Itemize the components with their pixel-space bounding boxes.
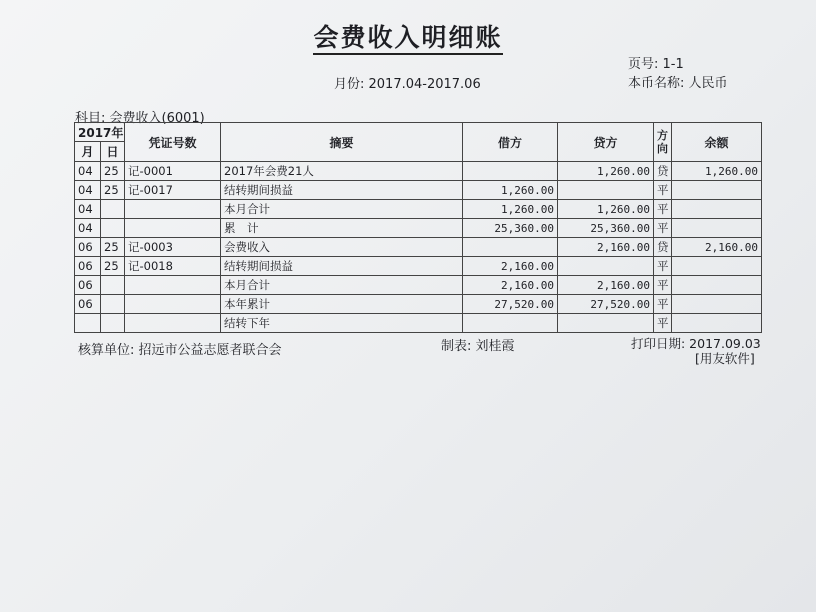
month-cell: 06 [75,238,101,257]
month-header: 月 [75,142,101,162]
debit-cell: 2,160.00 [463,276,558,295]
debit-cell [463,238,558,257]
credit-cell: 1,260.00 [558,200,654,219]
day-cell [101,276,125,295]
month-cell: 04 [75,162,101,181]
prepared-by: 制表: 刘桂霞 [441,339,515,354]
summary-cell: 本年累计 [221,295,463,314]
debit-cell: 25,360.00 [463,219,558,238]
summary-cell: 本月合计 [221,276,463,295]
credit-cell [558,181,654,200]
debit-cell [463,314,558,333]
month-cell [75,314,101,333]
table-row [75,295,762,314]
table-row [75,314,762,333]
voucher-header: 凭证号数 [125,123,221,162]
balance-cell [672,276,762,295]
voucher-cell: 记-0018 [125,257,221,276]
day-cell [101,219,125,238]
direction-cell: 平 [654,314,672,333]
direction-cell: 贷 [654,238,672,257]
summary-cell: 本月合计 [221,200,463,219]
account-subject: 科目: 会费收入(6001) [75,111,205,126]
voucher-cell [125,314,221,333]
table-row [75,238,762,257]
summary-header: 摘要 [221,123,463,162]
summary-cell: 结转期间损益 [221,257,463,276]
balance-cell [672,314,762,333]
day-cell [101,314,125,333]
table-row [75,181,762,200]
voucher-cell [125,276,221,295]
balance-cell [672,219,762,238]
direction-cell: 平 [654,219,672,238]
debit-cell: 2,160.00 [463,257,558,276]
direction-cell: 平 [654,276,672,295]
credit-cell: 2,160.00 [558,276,654,295]
debit-header: 借方 [463,123,558,162]
month-cell: 06 [75,257,101,276]
balance-cell [672,257,762,276]
day-cell: 25 [101,257,125,276]
balance-cell [672,295,762,314]
balance-cell: 2,160.00 [672,238,762,257]
day-cell: 25 [101,162,125,181]
accounting-unit: 核算单位: 招远市公益志愿者联合会 [78,343,282,358]
balance-cell [672,181,762,200]
table-row [75,276,762,295]
currency-label: 本币名称: 人民币 [628,76,728,91]
direction-header: 方向 [654,123,672,162]
credit-header: 贷方 [558,123,654,162]
software-label: [用友软件] [695,351,755,366]
debit-cell: 27,520.00 [463,295,558,314]
direction-cell: 平 [654,295,672,314]
table-row [75,219,762,238]
direction-cell: 平 [654,181,672,200]
debit-cell [463,162,558,181]
table-row [75,162,762,181]
direction-cell: 平 [654,200,672,219]
credit-cell: 27,520.00 [558,295,654,314]
month-cell: 04 [75,181,101,200]
page-title [0,18,816,54]
credit-cell [558,314,654,333]
month-cell: 04 [75,200,101,219]
month-cell: 04 [75,219,101,238]
day-cell: 25 [101,181,125,200]
voucher-cell [125,219,221,238]
voucher-cell: 记-0003 [125,238,221,257]
credit-cell [558,257,654,276]
day-cell: 25 [101,238,125,257]
voucher-cell [125,200,221,219]
summary-cell: 结转下年 [221,314,463,333]
ledger-table [74,122,762,333]
voucher-cell: 记-0001 [125,162,221,181]
day-header: 日 [101,142,125,162]
summary-cell: 2017年会费21人 [221,162,463,181]
voucher-cell: 记-0017 [125,181,221,200]
debit-cell: 1,260.00 [463,181,558,200]
credit-cell: 2,160.00 [558,238,654,257]
ledger-body [75,162,762,333]
print-date: 打印日期: 2017.09.03 [631,336,761,351]
debit-cell: 1,260.00 [463,200,558,219]
month-cell: 06 [75,295,101,314]
day-cell [101,295,125,314]
table-row [75,257,762,276]
period-label: 月份: 2017.04-2017.06 [334,77,481,92]
balance-cell: 1,260.00 [672,162,762,181]
voucher-cell [125,295,221,314]
title-text: 会费收入明细账 [313,23,502,55]
table-row [75,200,762,219]
credit-cell: 1,260.00 [558,162,654,181]
direction-cell: 平 [654,257,672,276]
summary-cell: 会费收入 [221,238,463,257]
day-cell [101,200,125,219]
page-number: 页号: 1-1 [628,57,684,72]
summary-cell: 结转期间损益 [221,181,463,200]
direction-cell: 贷 [654,162,672,181]
balance-cell [672,200,762,219]
balance-header: 余额 [672,123,762,162]
month-cell: 06 [75,276,101,295]
year-header: 2017年 [75,123,125,142]
summary-cell: 累 计 [221,219,463,238]
credit-cell: 25,360.00 [558,219,654,238]
